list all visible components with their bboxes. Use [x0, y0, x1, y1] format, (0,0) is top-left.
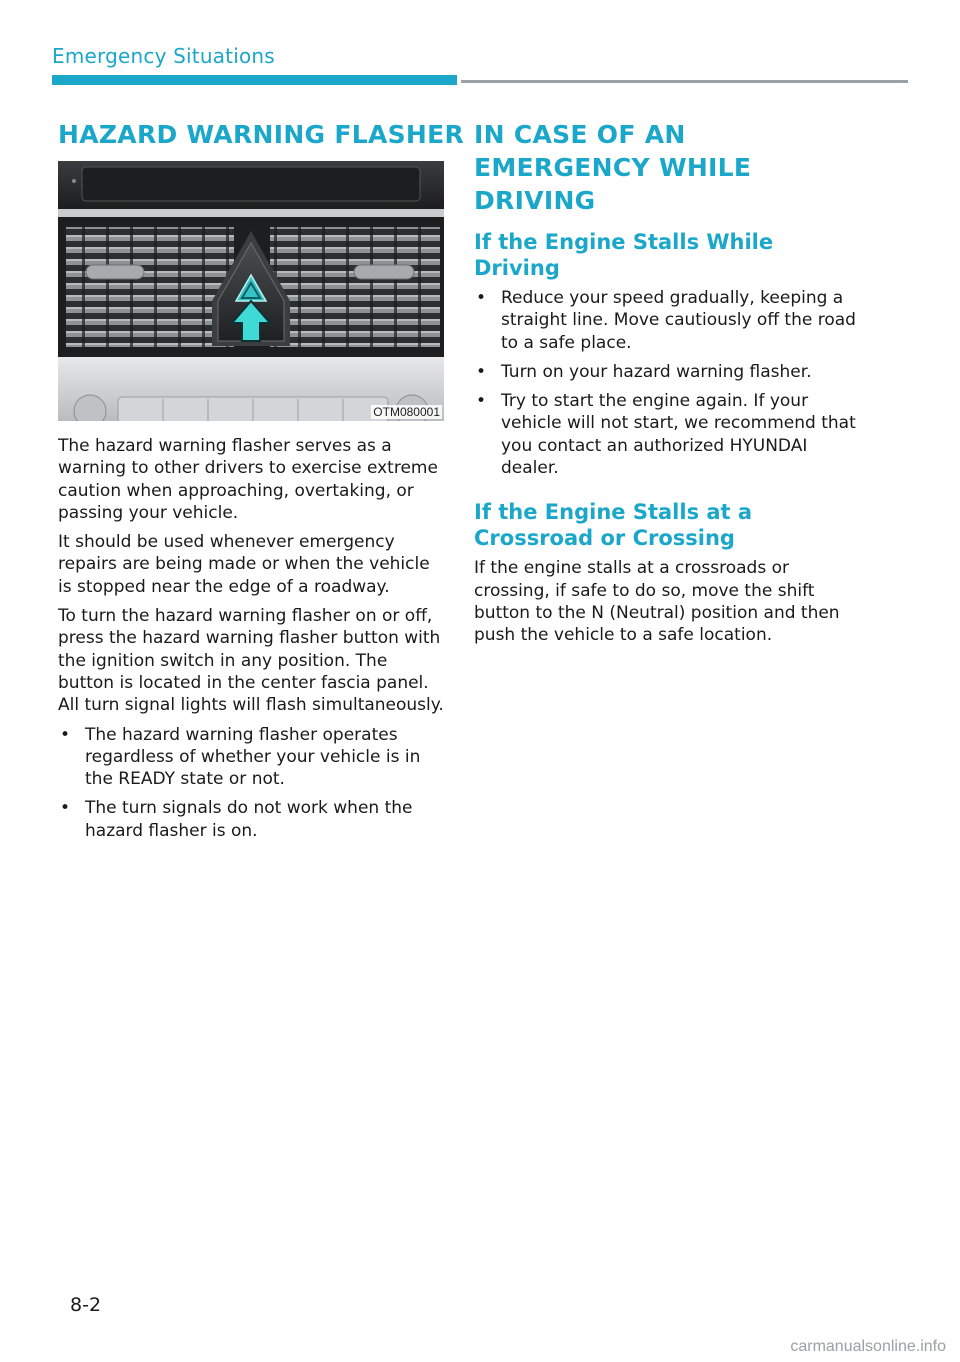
paragraph-2: It should be used whenever emergency repairs are being made or when the vehicle is stopped near the edge of a roadway. — [58, 532, 430, 597]
paragraph-3: To turn the hazard warning flasher on or off, press the hazard warning flasher button with the ignition switch in any position. The button is located in the center fascia panel. All turn signal lights will flash simultaneously. — [58, 606, 444, 716]
header-rule-accent — [52, 75, 457, 85]
hazard-flasher-title: HAZARD WARNING FLASHER — [58, 120, 465, 149]
list-item: • Turn on your hazard warning flasher. — [474, 361, 866, 383]
emergency-driving-title: IN CASE OF AN EMERGENCY WHILE DRIVING — [474, 120, 752, 215]
stall-driving-heading: If the Engine Stalls While Driving — [474, 230, 774, 280]
hazard-notes-list — [58, 724, 444, 842]
list-item: • Try to start the engine again. If your vehicle will not start, we recommend that you contact an authorized HYUNDAI dealer. — [474, 390, 866, 479]
left-column — [58, 118, 465, 849]
hazard-button-illustration — [58, 161, 444, 421]
right-column — [474, 118, 866, 654]
stall-crossroad-paragraph: If the engine stalls at a crossroads or crossing, if safe to do so, move the shift button to the N (Neutral) position and then push the vehicle to a safe location. — [474, 558, 840, 646]
watermark: carmanualsonline.info — [790, 1338, 946, 1355]
list-item: • The hazard warning flasher operates regardless of whether your vehicle is in the READY state or not. — [58, 724, 444, 791]
figure-code: OTM080001 — [373, 405, 440, 419]
stall-crossroad-heading: If the Engine Stalls at a Crossroad or Crossing — [474, 500, 753, 551]
list-item: • Reduce your speed gradually, keeping a straight line. Move cautiously off the road to a safe place. — [474, 287, 866, 354]
page-number: 8-2 — [70, 1294, 102, 1316]
list-item: • The turn signals do not work when the hazard flasher is on. — [58, 797, 444, 842]
section-title: Emergency Situations — [52, 44, 275, 68]
stall-driving-list — [474, 287, 866, 479]
paragraph-1: The hazard warning flasher serves as a warning to other drivers to exercise extreme caution when approaching, overtaking, or passing your vehicle. — [58, 436, 438, 523]
header-rule-gray — [461, 80, 908, 83]
dashboard-vent-graphic — [58, 161, 444, 421]
